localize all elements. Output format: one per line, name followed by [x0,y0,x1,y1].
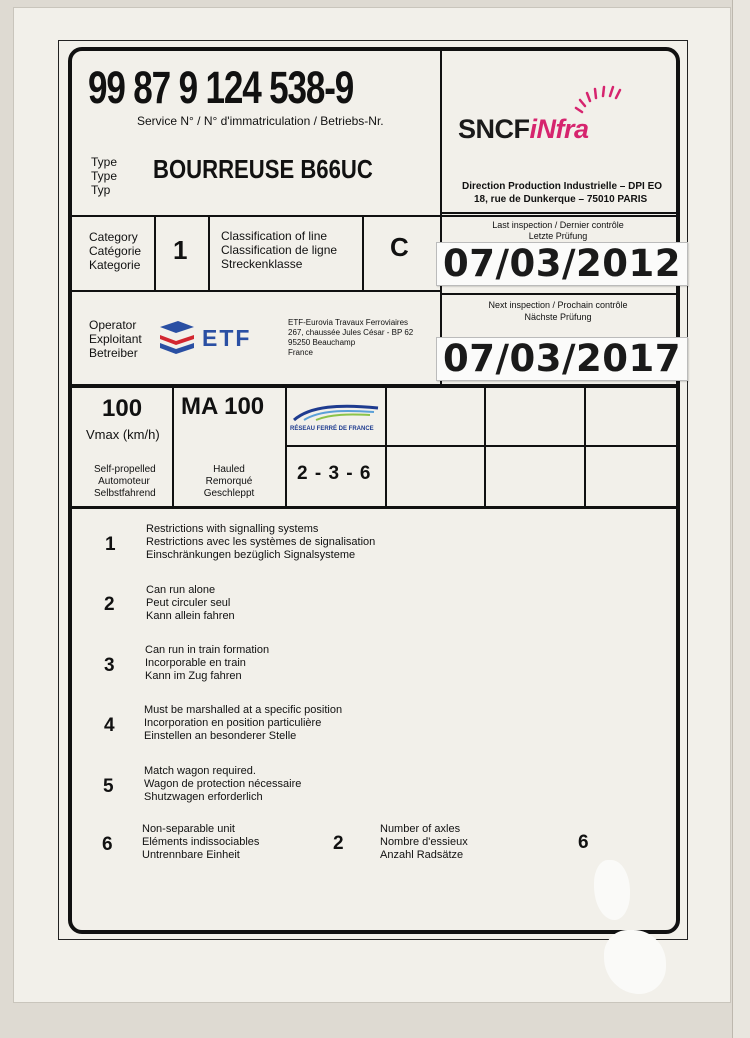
operator-address-line: 267, chaussée Jules César - BP 62 [288,328,414,337]
divider [484,386,486,508]
classification-value: C [390,232,409,262]
etf-logo-icon [158,321,196,355]
classification-label-fr: Classification de ligne [221,243,338,257]
hauled-label-de: Geschleppt [203,488,255,499]
type-label-de: Typ [91,183,111,197]
units-count: 2 [333,833,344,854]
category-label-fr: Catégorie [89,244,142,258]
divider [440,212,676,214]
restriction-line: Non-separable unit [142,823,235,835]
operator-label-en: Operator [89,318,137,332]
axles-label-en: Number of axles [380,823,461,835]
restriction-line: Einschränkungen bezüglich Signalsysteme [146,549,356,561]
rff-logo-icon [290,400,382,424]
next-inspection-label-de: Nächste Prüfung [524,312,592,322]
restriction-line: Restrictions avec les systèmes de signalisation [146,536,376,548]
restriction-line: Einstellen an besonderer Stelle [144,730,297,742]
restriction-line: Incorporation en position particulière [144,717,322,729]
sncf-logo-text: SNCF [458,114,530,144]
speed-unit: Vmax (km/h) [86,427,160,442]
divider [362,216,364,291]
restriction-line: Eléments indissociables [142,836,260,848]
type-value: BOURREUSE B66UC [153,154,373,184]
infra-logo-text: iNfra [529,114,589,144]
axles-count: 6 [578,832,589,853]
restriction-text [146,523,375,562]
divider [584,386,586,508]
divider [440,293,676,295]
classification-label-en: Classification of line [221,229,328,243]
restriction-line: Wagon de protection nécessaire [144,778,302,790]
owner-street: 18, rue de Dunkerque – 75010 PARIS [474,194,648,205]
divider [172,386,174,508]
restriction-line: Restrictions with signalling systems [146,523,319,535]
axles-label-de: Anzahl Radsätze [380,849,464,861]
hauled-labels [199,464,259,500]
operator-address-line: France [288,348,313,357]
divider [208,216,210,291]
etf-logo-text: ETF [202,325,252,351]
type-label-en: Type [91,155,118,169]
registration-caption: Service N° / N° d'immatriculation / Betriebs-Nr. [137,114,384,128]
restriction-line: Kann im Zug fahren [145,670,242,682]
divider [440,49,442,386]
sncf-logo [458,114,589,145]
type-label-fr: Type [91,169,118,183]
restriction-line: Incorporable en train [145,657,246,669]
restriction-line: Can run alone [146,584,216,596]
category-labels [89,230,141,272]
owner-direction: Direction Production Industrielle – DPI EO [462,181,663,192]
restriction-number: 4 [104,715,115,736]
divider [385,386,387,508]
operator-address [288,318,413,358]
operator-address-line: 95250 Beauchamp [288,338,356,347]
divider [285,445,676,447]
next-inspection-date: 07/03/2017 [436,337,688,381]
restriction-line: Must be marshalled at a specific position [144,704,343,716]
hauled-label-fr: Remorqué [205,476,253,487]
next-inspection-label [488,299,628,323]
restriction-text [144,704,342,743]
operator-labels [89,318,142,360]
axles-label-fr: Nombre d'essieux [380,836,468,848]
category-label-en: Category [89,230,138,244]
self-propelled-label-en: Self-propelled [94,464,156,475]
operator-label-fr: Exploitant [89,332,142,346]
registration-number: 99 87 9 124 538-9 [88,62,354,113]
restriction-line: Shutzwagen erforderlich [144,791,263,803]
self-propelled-label-de: Selbstfahrend [94,488,156,499]
hauled-speed: MA 100 [181,393,265,420]
divider [72,290,440,292]
restriction-text [144,765,301,804]
hauled-label-en: Hauled [213,464,245,475]
operator-address-line: ETF-Eurovia Travaux Ferroviaires [288,318,409,327]
infra-rays-icon [570,74,630,124]
restriction-line: Kann allein fahren [146,610,235,622]
restriction-number: 2 [104,594,115,615]
restriction-text [146,584,235,623]
restriction-line: Can run in train formation [145,644,270,656]
restriction-number: 6 [102,834,113,855]
next-inspection-label-text: Next inspection / Prochain contrôle [488,300,628,310]
rff-value: 2 - 3 - 6 [297,463,372,484]
self-propelled-label-fr: Automoteur [98,476,150,487]
rff-label: RÉSEAU FERRÉ DE FRANCE [290,426,374,432]
restriction-line: Match wagon required. [144,765,256,777]
adjacent-sheet-edge [732,0,750,1038]
restriction-number: 1 [105,534,116,555]
operator-label-de: Betreiber [89,346,138,360]
divider [72,215,676,217]
category-value: 1 [173,235,188,265]
divider [154,216,156,291]
divider [285,386,287,508]
restriction-number: 5 [103,776,114,797]
axles-labels [380,823,468,862]
self-propelled-labels [94,464,154,500]
last-inspection-label-de: Letzte Prüfung [528,231,588,241]
self-propelled-speed: 100 [102,395,143,422]
type-labels [91,155,117,197]
restriction-line: Peut circuler seul [146,597,231,609]
category-label-de: Kategorie [89,258,141,272]
classification-labels [221,229,337,271]
classification-label-de: Streckenklasse [221,257,303,271]
last-inspection-label-text: Last inspection / Dernier contrôle [492,220,624,230]
last-inspection-label [492,220,624,242]
last-inspection-date: 07/03/2012 [436,242,688,286]
restriction-line: Untrennbare Einheit [142,849,240,861]
restriction-text [142,823,259,862]
restriction-number: 3 [104,655,115,676]
restriction-text [145,644,269,683]
owner-address [462,180,662,206]
